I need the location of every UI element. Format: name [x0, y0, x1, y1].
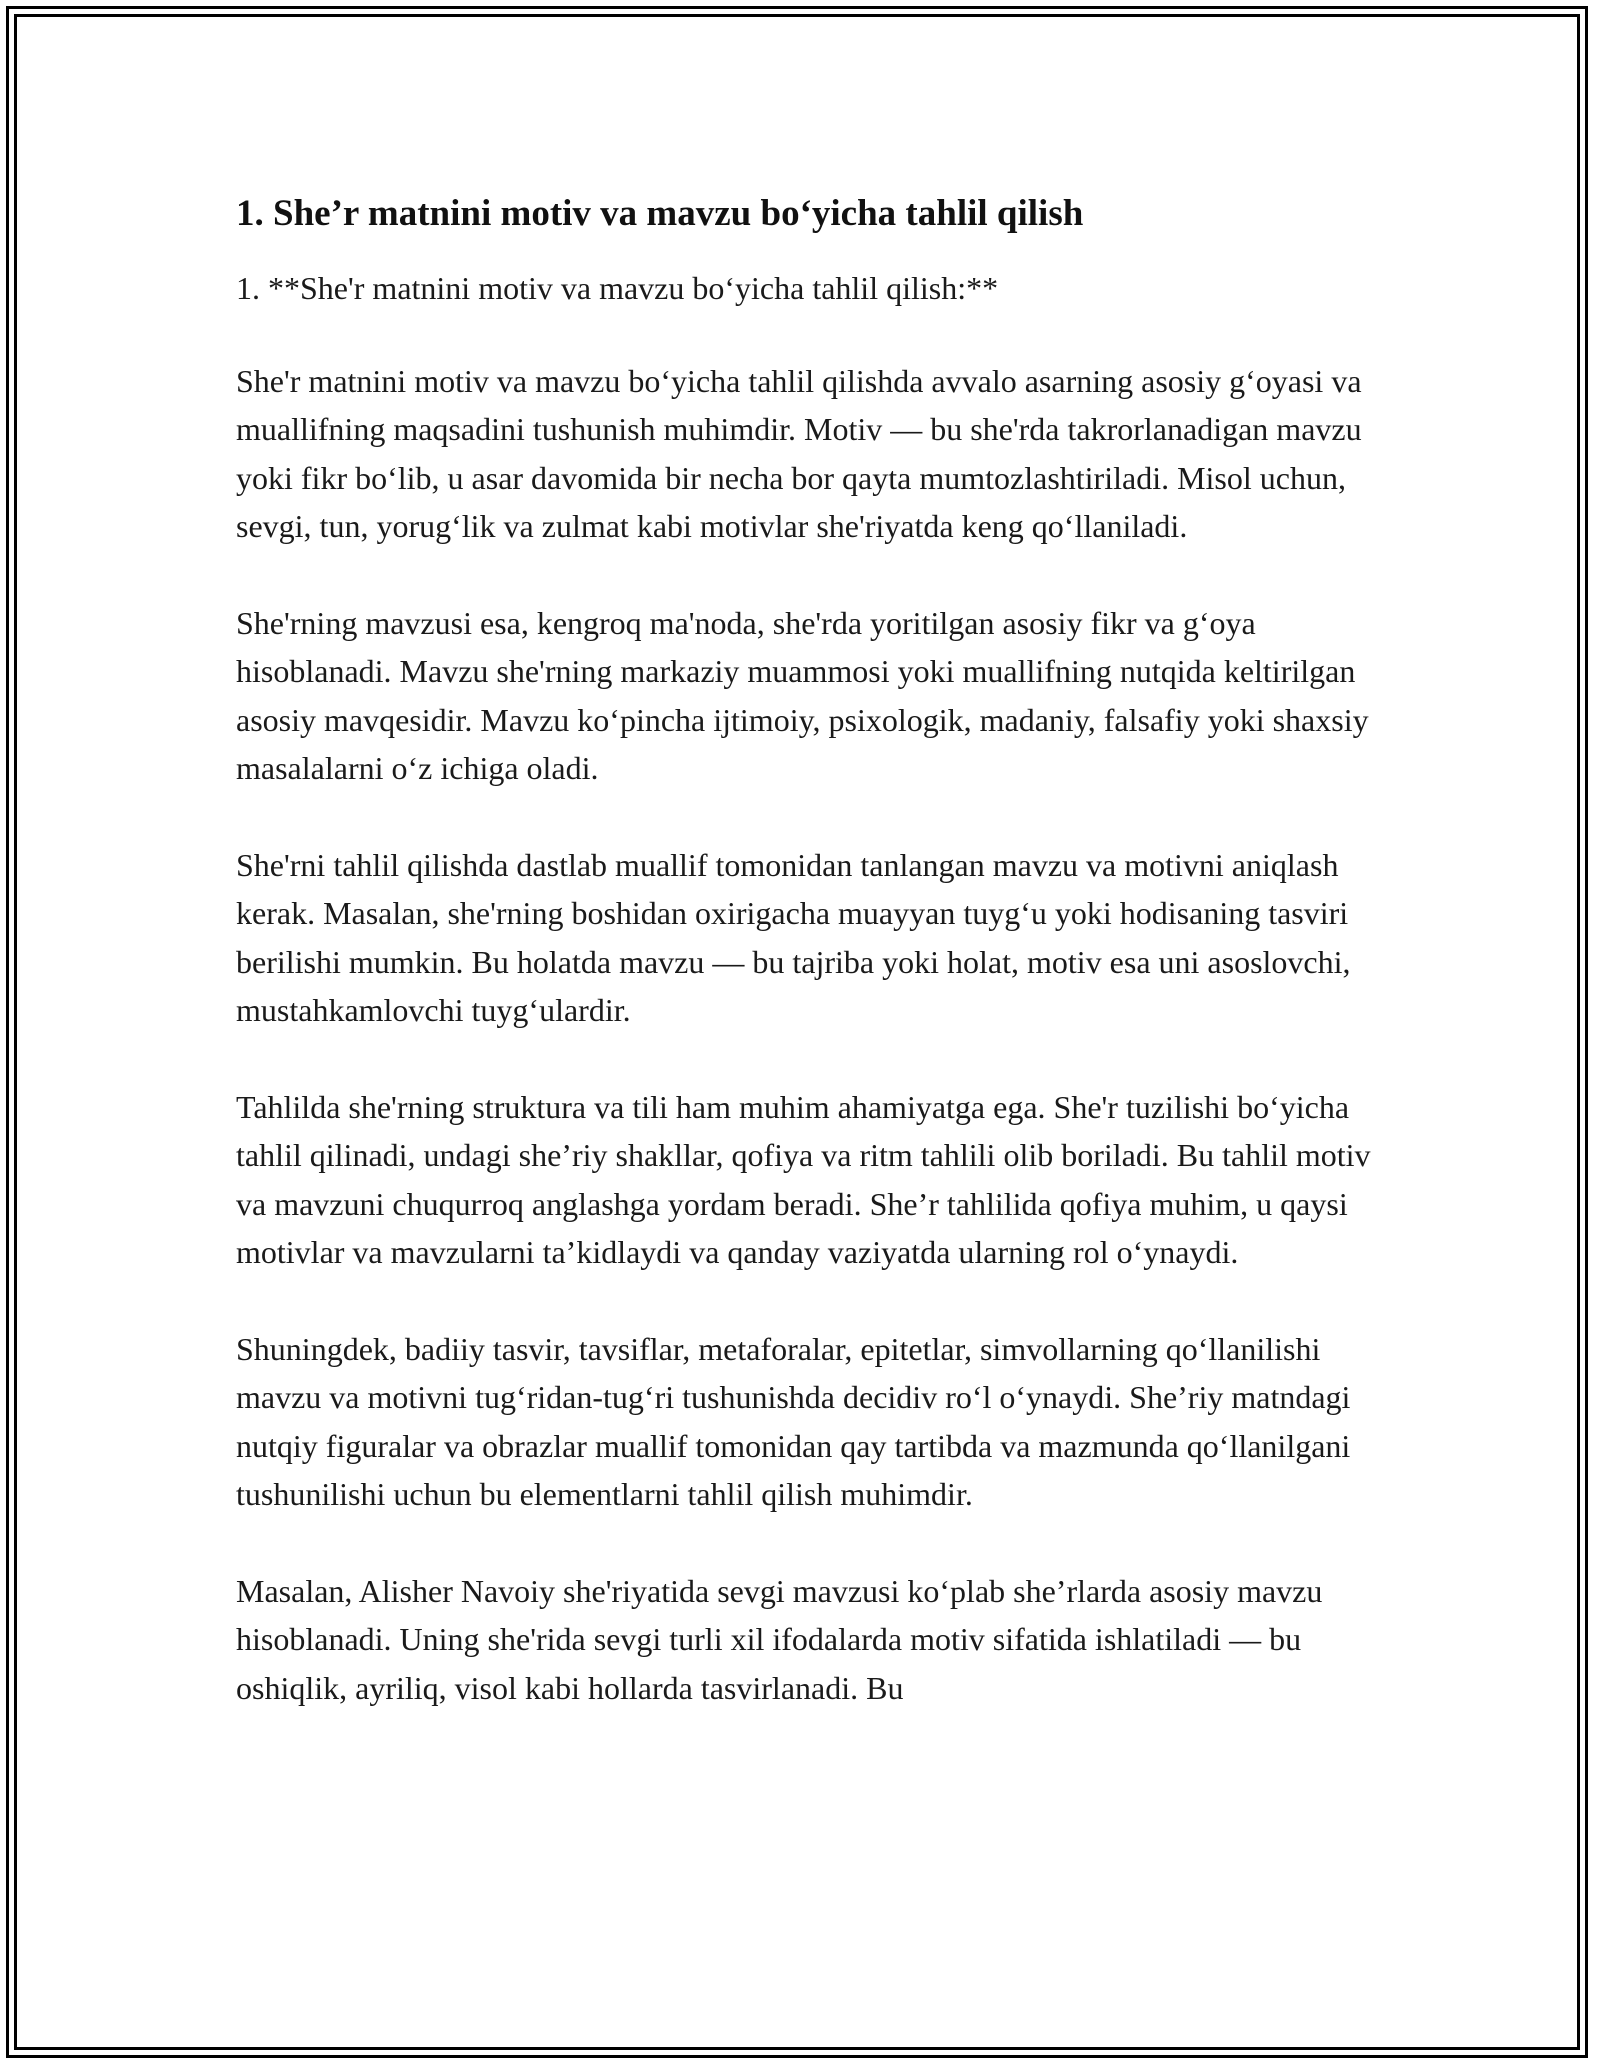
paragraph-3: She'rning mavzusi esa, kengroq ma'noda, she'rda yoritilgan asosiy fikr va g‘oya hisoblanadi. Mavzu she'rning markaziy muammosi yoki muallifning nutqida keltirilgan asosiy mavqesidir. Mavzu ko‘pincha ijtimoiy, psixologik, madaniy, falsafiy yoki shaxsiy masalalarni o‘z ichiga oladi.	[236, 604, 1369, 786]
paragraph-5: Tahlilda she'rning struktura va tili ham muhim ahamiyatga ega. She'r tuzilishi bo‘yicha tahlil qilinadi, undagi she’riy shakllar, qofiya va ritm tahlili olib boriladi. Bu tahlil motiv va mavzuni chuqurroq anglashga yordam beradi. She’r tahlilida qofiya muhim, u qaysi motivlar va mavzularni ta’kidlaydi va qanday vaziyatda ularning rol o‘ynaydi.	[236, 1088, 1371, 1270]
document-body	[236, 184, 1376, 1760]
paragraph-1: 1. **She'r matnini motiv va mavzu bo‘yicha tahlil qilish:**	[236, 270, 999, 306]
paragraph-4: She'rni tahlil qilishda dastlab muallif tomonidan tanlangan mavzu va motivni aniqlash kerak. Masalan, she'rning boshidan oxirigacha muayyan tuyg‘u yoki hodisaning tasviri berilishi mumkin. Bu holatda mavzu — bu tajriba yoki holat, motiv esa uni asoslovchi, mustahkamlovchi tuyg‘ulardir.	[236, 846, 1351, 1028]
paragraph-7: Masalan, Alisher Navoiy she'riyatida sevgi mavzusi ko‘plab she’rlarda asosiy mavzu hisoblanadi. Uning she'rida sevgi turli xil ifodalarda motiv sifatida ishlatiladi — bu oshiqlik, ayriliq, visol kabi hollarda tasvirlanadi. Bu	[236, 1572, 1323, 1706]
section-heading: 1. She’r matnini motiv va mavzu bo‘yicha tahlil qilish	[236, 193, 1084, 234]
paragraph-2: She'r matnini motiv va mavzu bo‘yicha tahlil qilishda avvalo asarning asosiy g‘oyasi va muallifning maqsadini tushunish muhimdir. Motiv — bu she'rda takrorlanadigan mavzu yoki fikr bo‘lib, u asar davomida bir necha bor qayta mumtozlashtiriladi. Misol uchun, sevgi, tun, yorug‘lik va zulmat kabi motivlar she'riyatda keng qo‘llaniladi.	[236, 362, 1362, 544]
paragraph-6: Shuningdek, badiiy tasvir, tavsiflar, metaforalar, epitetlar, simvollarning qo‘llanilishi mavzu va motivni tug‘ridan-tug‘ri tushunishda decidiv ro‘l o‘ynaydi. She’riy matndagi nutqiy figuralar va obrazlar muallif tomonidan qay tartibda va mazmunda qo‘llanilgani tushunilishi uchun bu elementlarni tahlil qilish muhimdir.	[236, 1330, 1351, 1512]
